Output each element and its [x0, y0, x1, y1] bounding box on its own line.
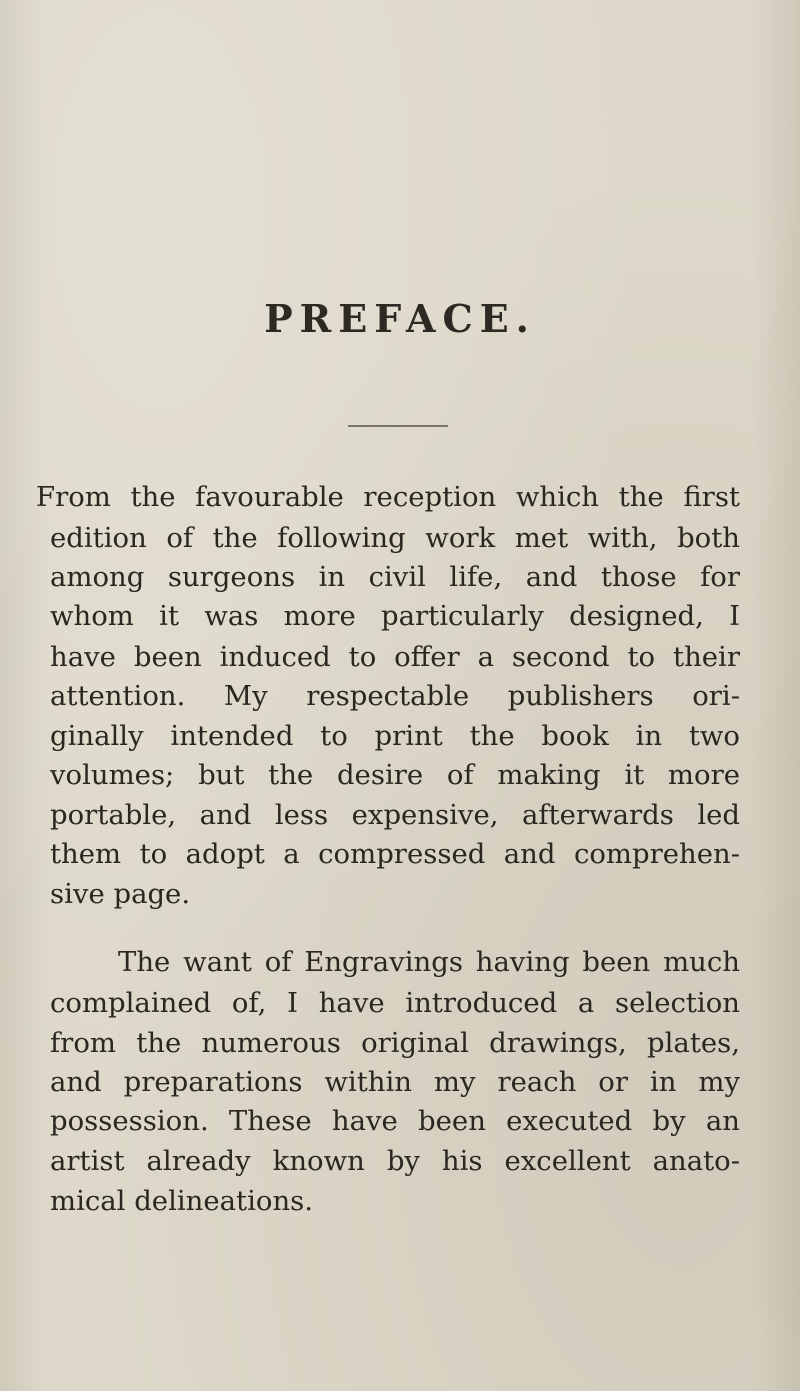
paragraph-line: attention. My respectable publishers ori- [50, 680, 740, 712]
paragraph-line: mical delineations. [50, 1185, 314, 1217]
title-divider [348, 425, 448, 427]
paragraph-line: from the numerous original drawings, plates, [50, 1027, 740, 1059]
page-title: PREFACE. [264, 296, 536, 341]
paragraph-line: them to adopt a compressed and comprehen- [50, 838, 740, 870]
paragraph-line: possession. These have been executed by an [50, 1105, 740, 1137]
paragraph-line: complained of, I have introduced a selection [50, 987, 740, 1019]
paragraph-line: artist already known by his excellent anato- [50, 1145, 740, 1177]
paragraph-line: portable, and less expensive, afterwards led [50, 799, 740, 831]
paragraph-line: whom it was more particularly designed, I [50, 600, 740, 632]
paragraph-line: The want of Engravings having been much [118, 946, 740, 978]
paragraph-line: have been induced to offer a second to their [50, 641, 740, 673]
paragraph-line: sive page. [50, 878, 191, 910]
paragraph-line: and preparations within my reach or in my [50, 1066, 740, 1098]
paragraph-line: From the favourable reception which the first [36, 481, 740, 513]
paragraph-line: among surgeons in civil life, and those for [50, 561, 740, 593]
paragraph-line: ginally intended to print the book in two [50, 720, 740, 752]
paragraph-line: edition of the following work met with, both [50, 522, 740, 554]
paragraph-line: volumes; but the desire of making it more [50, 759, 740, 791]
